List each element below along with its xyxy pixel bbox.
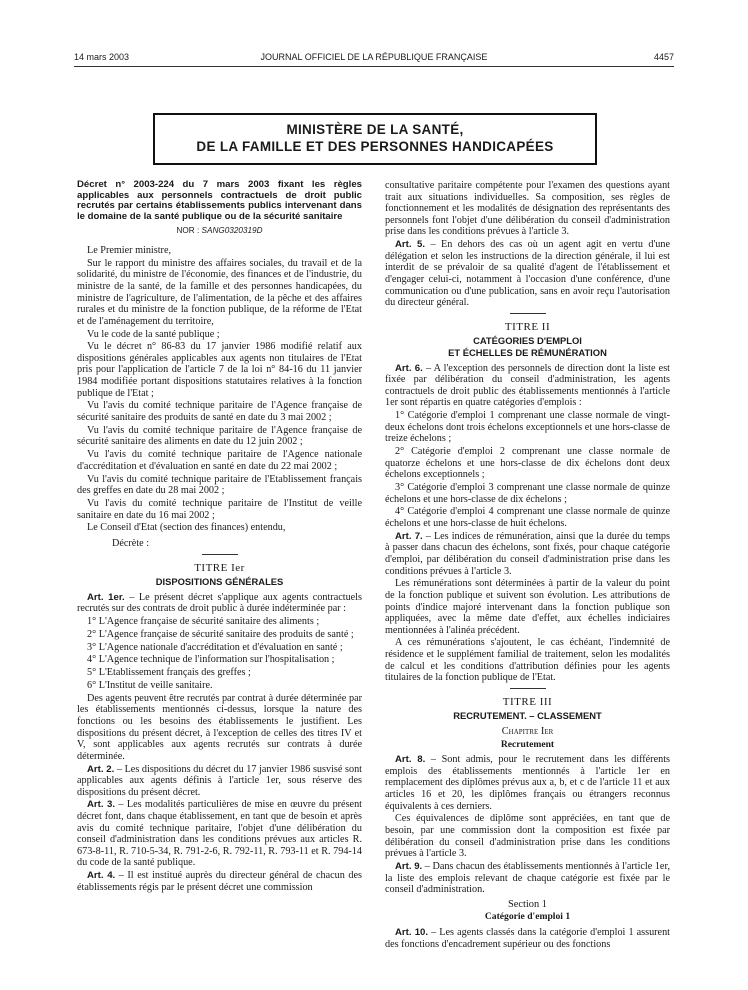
- article-label: Art. 10.: [395, 926, 429, 938]
- header-date: 14 mars 2003: [74, 52, 130, 62]
- article-text: – Le présent décret s'applique aux agents contractuels recrutés sur des contrats de droit public à durée indéterminée par :: [77, 591, 362, 615]
- separator-rule: [510, 313, 546, 314]
- paragraph: consultative paritaire compétente pour l'examen des questions ayant trait aux situations individuelles. Sa composition, ses règles de fonctionnement et les modalités de désignation des représentants des personnels font l'objet d'une délibération du conseil d'administration prise dans les conditions prévues à l'article 3.: [385, 180, 670, 238]
- decree-title: Décret n° 2003-224 du 7 mars 2003 fixant les règles applicables aux personnels contractuels de droit public recrutés par certains établissements publics intervenant dans le domaine de la santé publique ou de la sécurité sanitaire: [77, 179, 362, 222]
- titre-heading: TITRE II: [504, 320, 551, 333]
- article-text: – Dans chacun des établissements mentionnés à l'article 1er, la liste des emplois relevant de chaque catégorie est fixée par le conseil d'administration.: [385, 860, 670, 896]
- list-item: 4° L'Agence technique de l'information sur l'hospitalisation ;: [87, 654, 335, 666]
- nor-label: NOR :: [176, 226, 202, 236]
- chapter-heading: Chapitre Ier: [501, 726, 554, 738]
- article-paragraph: [385, 861, 670, 896]
- paragraph: Ces équivalences de diplôme sont appréciées, en tant que de besoin, par une commission dont la composition est fixée par délibération du conseil d'administration prise dans les conditions prévues à l'article 3.: [385, 813, 670, 860]
- article-label: Art. 2.: [87, 763, 115, 775]
- article-paragraph: [77, 870, 362, 893]
- ministry-box: [153, 113, 597, 165]
- article-label: Art. 4.: [87, 870, 116, 882]
- article-text: – Les modalités particulières de mise en œuvre du présent décret font, dans chaque établissement, en tant que de besoin et après avis du comité technique paritaire, l'objet d'une délibération du conseil d'administration dans les conditions prévues aux articles R. 673-8-11, R. 710-5-34, R. 791-2-6, R. 792-11, R. 793-11 et R. 794-14 du code de la santé publique.: [77, 799, 362, 869]
- separator-rule: [510, 688, 546, 689]
- ministry-title-line1: MINISTÈRE DE LA SANTÉ,: [286, 122, 464, 137]
- article-paragraph: [385, 754, 670, 812]
- article-paragraph: [385, 531, 670, 577]
- article-label: Art. 8.: [395, 754, 426, 766]
- titre-subheading: CATÉGORIES D'EMPLOI: [473, 335, 582, 347]
- paragraph: Vu le décret n° 86-83 du 17 janvier 1986 modifié relatif aux dispositions générales applicables aux agents non titulaires de l'Etat pris pour l'application de l'article 7 de la loi n° 84-16 du 11 janvier 1984 modifiée portant dispositions statutaires relatives à la fonction publique de l'Etat ;: [77, 341, 362, 399]
- nor-code: SANG0320319D: [201, 226, 263, 236]
- paragraph: Vu l'avis du comité technique paritaire de l'Institut de veille sanitaire en date du 16 mai 2002 ;: [77, 497, 362, 521]
- paragraph: A ces rémunérations s'ajoutent, le cas échéant, l'indemnité de résidence et le supplément familial de traitement, selon les modalités de calcul et les conditions d'attribution définies pour les agents titulaires de la fonction publique de l'Etat.: [385, 637, 670, 684]
- list-item: 2° Catégorie d'emploi 2 comprenant une classe normale de quatorze échelons et une hors-classe de dix échelons dont deux échelons exceptionnels ;: [385, 446, 670, 481]
- chapter-subheading: Recrutement: [500, 738, 555, 750]
- article-label: Art. 1er.: [87, 591, 125, 603]
- section-subheading: Catégorie d'emploi 1: [484, 911, 571, 923]
- article-text: – A l'exception des personnels de direction dont la liste est fixée par délibération du conseil d'administration, les agents contractuels de droit public des établissements mentionnés à l'article 1er sont répartis en quatre catégories d'emplois :: [385, 362, 670, 409]
- titre-subheading: RECRUTEMENT. – CLASSEMENT: [453, 710, 602, 722]
- article-paragraph: [77, 592, 362, 615]
- paragraph: Le Conseil d'Etat (section des finances) entendu,: [87, 522, 286, 534]
- paragraph: Vu l'avis du comité technique paritaire de l'Agence nationale d'accréditation et d'évaluation en santé en date du 22 mai 2002 ;: [77, 449, 362, 472]
- paragraph: Le Premier ministre,: [87, 244, 172, 256]
- paragraph: Vu l'avis du comité technique paritaire de l'Etablissement français des greffes en date du 28 mai 2002 ;: [77, 473, 362, 497]
- article-label: Art. 7.: [395, 530, 423, 542]
- paragraph: Vu l'avis du comité technique paritaire de l'Agence française de sécurité sanitaire des produits de santé en date du 3 mai 2002 ;: [77, 400, 362, 424]
- article-paragraph: [77, 764, 362, 799]
- nor-reference: [77, 225, 362, 237]
- paragraph: Sur le rapport du ministre des affaires sociales, du travail et de la solidarité, du ministre de l'économie, des finances et de l'industrie, du ministre de la santé, de la famille et des personnes handicapées, du ministre de l'agriculture, de l'alimentation, de la pêche et des affaires rurales et du ministre de la fonction publique, de la réforme de l'Etat et de l'aménagement du territoire,: [77, 257, 362, 327]
- titre-heading: TITRE Ier: [194, 561, 245, 574]
- left-column: [77, 180, 362, 895]
- paragraph: Les rémunérations sont déterminées à partir de la valeur du point de la fonction publique et suivent son évolution. Les attributions de points d'indice majoré intervenant dans la fonction publique son appliquées, avec la même date d'effet, aux échelles indiciaires mentionnées à l'alinéa précédent.: [385, 578, 670, 636]
- article-label: Art. 6.: [395, 362, 423, 374]
- paragraph: Vu l'avis du comité technique paritaire de l'Agence française de sécurité sanitaire des aliments en date du 12 juin 2002 ;: [77, 424, 362, 448]
- right-column: [385, 180, 670, 951]
- article-label: Art. 3.: [87, 799, 116, 811]
- header-rule: [74, 66, 674, 67]
- page-header: [74, 52, 674, 66]
- section-heading: Section 1: [508, 898, 547, 910]
- article-label: Art. 5.: [395, 239, 426, 251]
- article-paragraph: [385, 239, 670, 309]
- titre-subheading: DISPOSITIONS GÉNÉRALES: [155, 576, 284, 588]
- list-item: 5° L'Etablissement français des greffes ;: [87, 667, 251, 679]
- list-item: 3° L'Agence nationale d'accréditation et d'évaluation en santé ;: [87, 641, 343, 653]
- article-text: – Les indices de rémunération, ainsi que la durée du temps à passer dans chacun des échelons, sont fixés, pour chaque catégorie d'emploi, par délibération du conseil d'administration prise dans les conditions prévues à l'article 3.: [385, 530, 670, 577]
- decrete-line: Décrète :: [112, 537, 150, 549]
- titre-subheading: ET ÉCHELLES DE RÉMUNÉRATION: [448, 346, 607, 358]
- header-journal-title: JOURNAL OFFICIEL DE LA RÉPUBLIQUE FRANÇAISE: [260, 52, 488, 62]
- article-paragraph: [385, 363, 670, 409]
- list-item: 6° L'Institut de veille sanitaire.: [87, 679, 213, 691]
- list-item: 1° L'Agence française de sécurité sanitaire des aliments ;: [87, 616, 320, 628]
- list-item: 2° L'Agence française de sécurité sanitaire des produits de santé ;: [87, 628, 354, 640]
- article-label: Art. 9.: [395, 860, 423, 872]
- article-text: – En dehors des cas où un agent agit en vertu d'une délégation et selon les instructions de la direction générale, il lui est interdit de se prévaloir de sa qualité d'agent de l'établissement et d'engager celui-ci, notamment à l'occasion d'une conférence, d'une communication ou d'une publication, sans en avoir reçu l'autorisation du directeur général.: [385, 239, 670, 309]
- article-text: – Les agents classés dans la catégorie d'emploi 1 assurent des fonctions d'encadrement supérieur ou des fonctions: [385, 926, 671, 950]
- paragraph: Vu le code de la santé publique ;: [87, 328, 220, 340]
- article-text: – Il est institué auprès du directeur général de chacun des établissements régis par le présent décret une commission: [77, 870, 362, 893]
- list-item: 4° Catégorie d'emploi 4 comprenant une classe normale de quinze échelons et une hors-classe de huit échelons.: [385, 506, 670, 529]
- article-text: – Les dispositions du décret du 17 janvier 1986 susvisé sont applicables aux agents définis à l'article 1er, sous réserve des dispositions du présent décret.: [77, 763, 362, 798]
- article-text: – Sont admis, pour le recrutement dans les différents emplois des établissements mentionnés à l'article 1er en remplacement des diplômes prévus aux a, b, et c de l'article 11 et aux articles 16 et 20, les diplômes français ou étrangers reconnus équivalents à ces derniers.: [385, 754, 670, 812]
- header-page-number: 4457: [653, 52, 674, 62]
- article-paragraph: [77, 799, 362, 869]
- titre-heading: TITRE III: [502, 695, 553, 708]
- list-item: 1° Catégorie d'emploi 1 comprenant une classe normale de vingt-deux échelons dont trois échelons exceptionnels et une hors-classe de treize échelons ;: [385, 410, 670, 445]
- list-item: 3° Catégorie d'emploi 3 comprenant une classe normale de quinze échelons et une hors-classe de dix échelons ;: [385, 482, 670, 505]
- paragraph: Des agents peuvent être recrutés par contrat à durée déterminée par les établissements mentionnés ci-dessus, lorsque la nature des fonctions ou les besoins des établissements le justifient. Les dispositions du présent décret, à l'exception de celles des titres IV et V, sont applicables aux agents recrutés sur contrats à durée déterminée.: [77, 692, 362, 762]
- ministry-title-line2: DE LA FAMILLE ET DES PERSONNES HANDICAPÉES: [196, 139, 554, 154]
- article-paragraph: [385, 927, 670, 950]
- separator-rule: [202, 554, 238, 555]
